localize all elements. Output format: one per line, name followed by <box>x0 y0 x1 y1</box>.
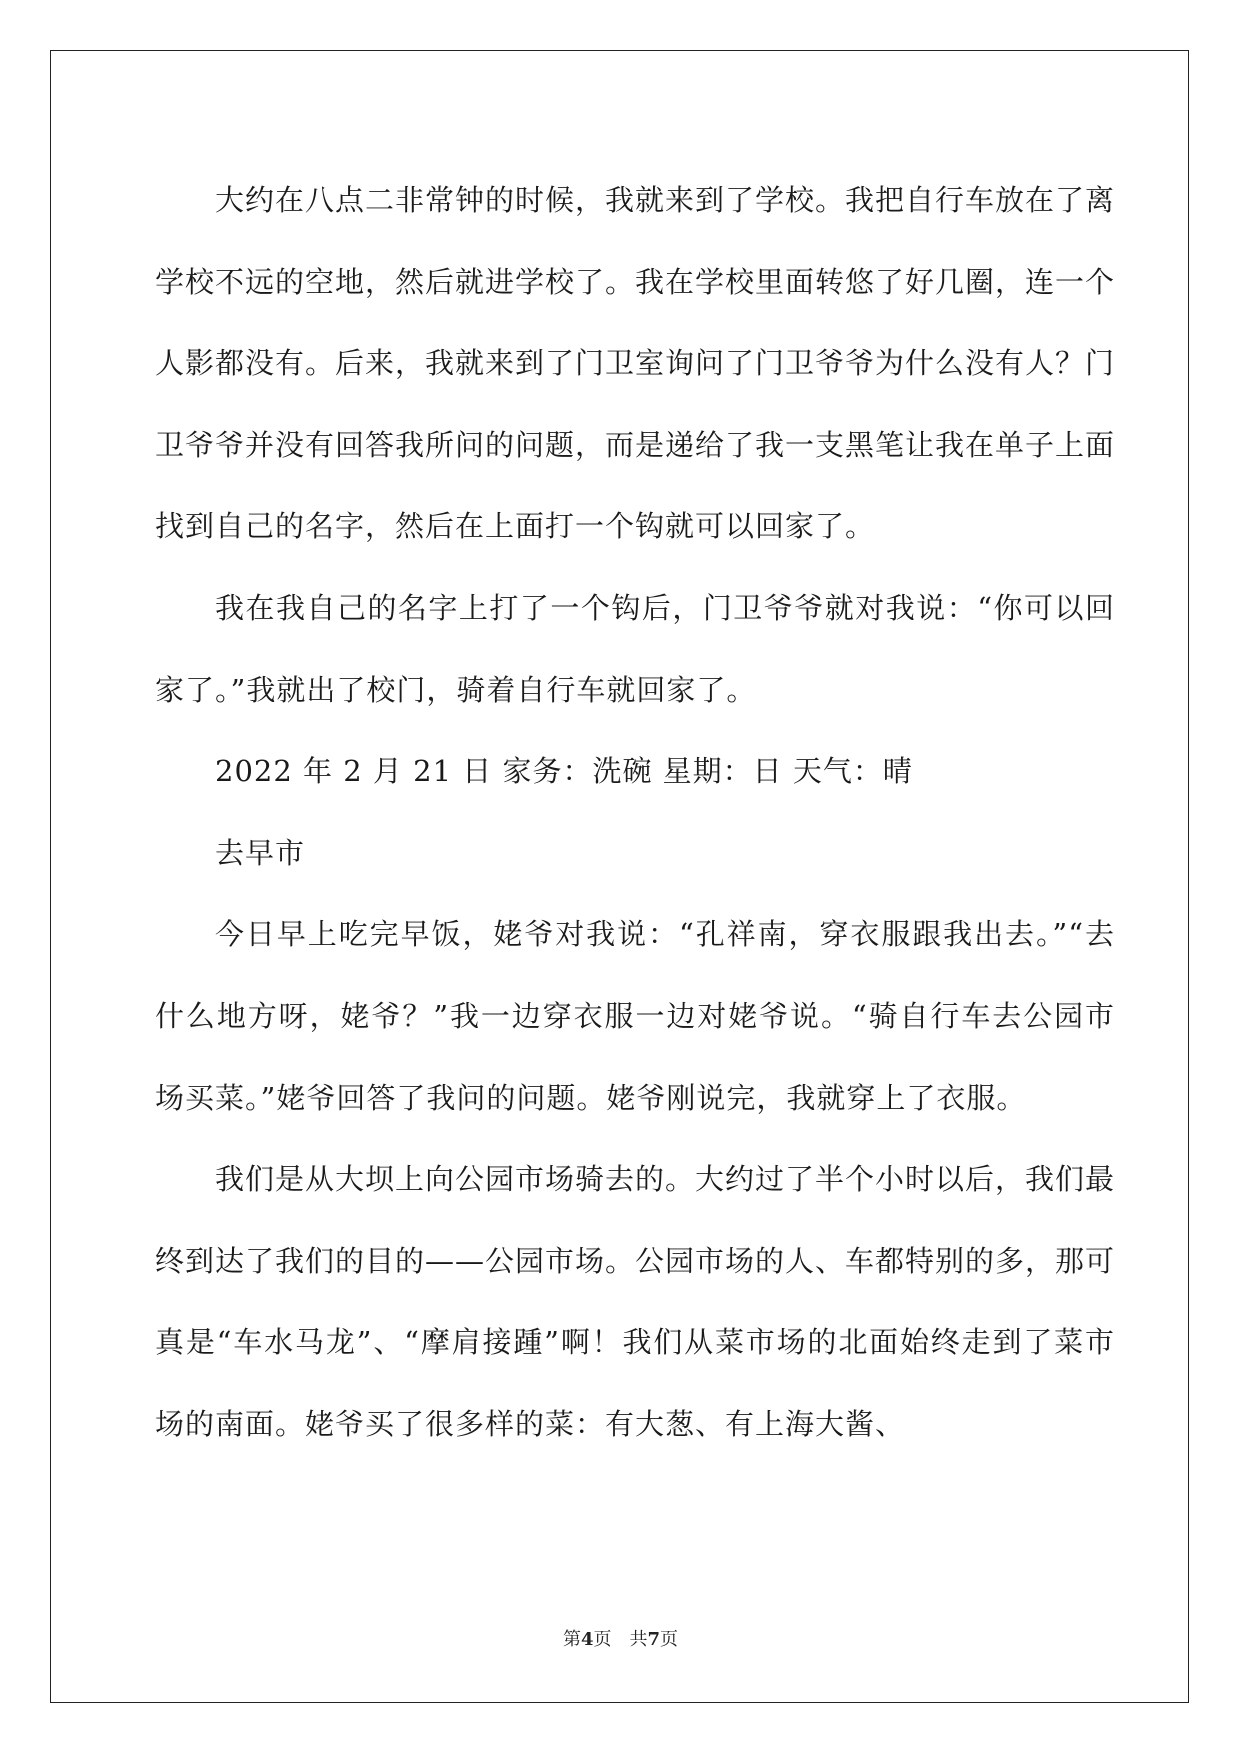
paragraph: 我们是从大坝上向公园市场骑去的。大约过了半个小时以后，我们最终到达了我们的目的——公园市场。公园市场的人、车都特别的多，那可真是“车水马龙”、“摩肩接踵”啊！我们从菜市场的北面始终走到了菜市场的南面。姥爷买了很多样的菜：有大葱、有上海大酱、 <box>155 1162 1116 1441</box>
diary-header: 2022 年 2 月 21 日 家务：洗碗 星期：日 天气：晴 <box>215 754 913 789</box>
footer-prefix: 第 <box>562 1629 581 1650</box>
section-title: 去早市 <box>215 835 306 870</box>
document-body <box>155 160 1115 1466</box>
footer-total-suffix: 页 <box>660 1629 679 1650</box>
footer-total-prefix: 共 <box>629 1629 648 1650</box>
paragraph: 我在我自己的名字上打了一个钩后，门卫爷爷就对我说：“你可以回家了。”我就出了校门，骑着自行车就回家了。 <box>155 590 1115 707</box>
paragraph: 今日早上吃完早饭，姥爷对我说：“孔祥南，穿衣服跟我出去。”“去什么地方呀，姥爷？”我一边穿衣服一边对姥爷说。“骑自行车去公园市场买菜。”姥爷回答了我问的问题。姥爷刚说完，我就穿上了衣服。 <box>155 917 1115 1115</box>
current-page-number: 4 <box>580 1629 594 1650</box>
total-page-number: 7 <box>647 1629 661 1650</box>
footer-page-suffix: 页 <box>593 1629 612 1650</box>
page-footer <box>0 1625 1241 1651</box>
paragraph: 大约在八点二非常钟的时候，我就来到了学校。我把自行车放在了离学校不远的空地，然后就进学校了。我在学校里面转悠了好几圈，连一个人影都没有。后来，我就来到了门卫室询问了门卫爷爷为什么没有人？门卫爷爷并没有回答我所问的问题，而是递给了我一支黑笔让我在单子上面找到自己的名字，然后在上面打一个钩就可以回家了。 <box>155 183 1116 544</box>
